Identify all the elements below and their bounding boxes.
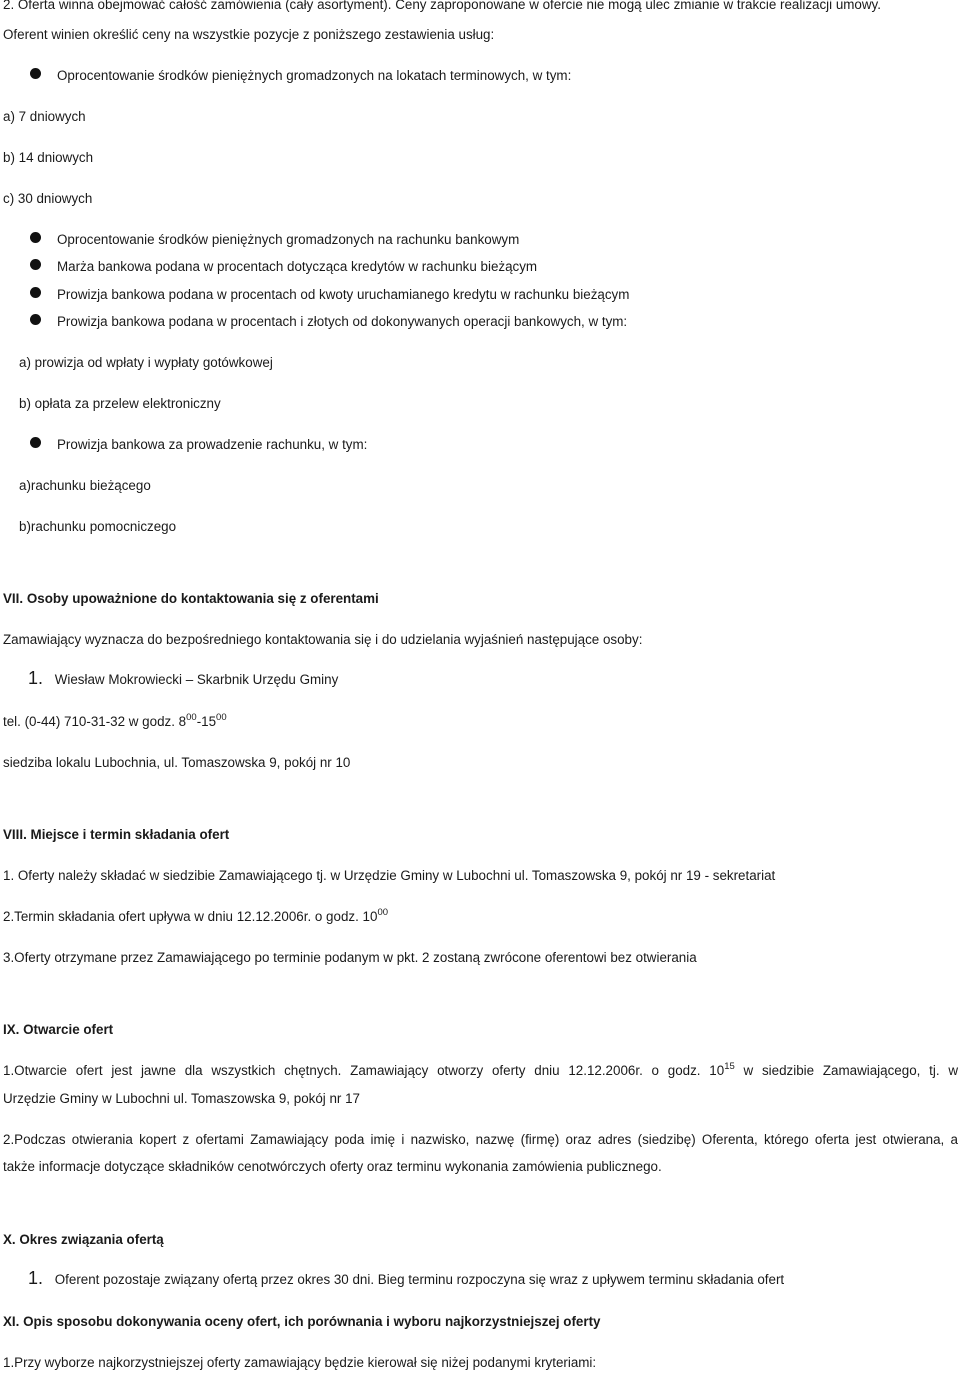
section-8-paragraph-3: 3.Oferty otrzymane przez Zamawiającego po terminie podanym w pkt. 2 zostaną zwrócone oferentowi bez otwierania (3, 950, 697, 965)
intro-line-2: Oferent winien określić ceny na wszystkie pozycje z poniższego zestawienia usług: (3, 27, 495, 42)
section-9-paragraph-2: 2.Podczas otwierania kopert z ofertami Zamawiający poda imię i nazwisko, nazwę (firmę) oraz adres (siedzibę) Oferenta, którego oferta jest otwierana, a (3, 1132, 958, 1147)
contact-phone (3, 714, 227, 732)
account-item: a)rachunku bieżącego (19, 478, 151, 493)
hours-to-superscript: 00 (216, 712, 227, 723)
contact-person (28, 670, 338, 688)
section-11-heading: XI. Opis sposobu dokonywania oceny ofert, ich porównania i wyboru najkorzystniejszej oferty (3, 1314, 601, 1329)
hours-from-superscript: 00 (186, 712, 197, 723)
bullet-item: Marża bankowa podana w procentach dotycząca kredytów w rachunku bieżącym (57, 259, 538, 274)
bullet-item: Prowizja bankowa podana w procentach i złotych od dokonywanych operacji bankowych, w tym: (57, 314, 628, 329)
intro-line-1: 2. Oferta winna obejmować całość zamówienia (cały asortyment). Ceny zaproponowane w ofercie nie mogą ulec zmianie w trakcie realizacji umowy. (3, 0, 881, 12)
operation-item: a) prowizja od wpłaty i wypłaty gotówkowej (19, 355, 273, 370)
bullet-icon (30, 68, 41, 79)
deposit-term-7: a) 7 dniowych (3, 109, 86, 124)
bullet-icon (30, 232, 41, 243)
section-7-intro: Zamawiający wyznacza do bezpośredniego kontaktowania się i do udzielania wyjaśnień następujące osoby: (3, 632, 643, 647)
section-9-paragraph-1-line-2: Urzędzie Gminy w Lubochni ul. Tomaszowska 9, pokój nr 17 (3, 1091, 361, 1106)
binding-period (28, 1270, 784, 1288)
binding-text: Oferent pozostaje związany ofertą przez okres 30 dni. Bieg terminu rozpoczyna się wraz z upływem terminu składania ofert (54, 1272, 785, 1287)
binding-number: 1. (28, 1268, 44, 1288)
account-fee-item: Prowizja bankowa za prowadzenie rachunku, w tym: (57, 437, 368, 452)
hours-separator: -15 (196, 714, 217, 729)
bullet-item: Oprocentowanie środków pieniężnych gromadzonych na rachunku bankowym (57, 232, 520, 247)
opening-text: 1.Otwarcie ofert jest jawne dla wszystkich chętnych. Zamawiający otworzy oferty dniu 12.12.2006r. o godz. 10 (3, 1063, 725, 1078)
bullet-icon (30, 287, 41, 298)
account-item: b)rachunku pomocniczego (19, 519, 177, 534)
deposits-item: Oprocentowanie środków pieniężnych gromadzonych na lokatach terminowych, w tym: (57, 68, 572, 83)
deposit-term-14: b) 14 dniowych (3, 150, 94, 165)
bullet-item: Prowizja bankowa podana w procentach od kwoty uruchamianego kredytu w rachunku bieżącym (57, 287, 630, 302)
contact-location: siedziba lokalu Lubochnia, ul. Tomaszowska 9, pokój nr 10 (3, 755, 351, 770)
bullet-icon (30, 314, 41, 325)
section-9-paragraph-1 (3, 1063, 958, 1081)
deadline-superscript: 00 (377, 907, 389, 918)
deposit-term-30: c) 30 dniowych (3, 191, 93, 206)
opening-superscript: 15 (724, 1061, 735, 1072)
operation-item: b) opłata za przelew elektroniczny (19, 396, 221, 411)
contact-number: 1. (28, 668, 44, 688)
phone-prefix: tel. (0-44) 710-31-32 w godz. 8 (3, 714, 187, 729)
section-11-paragraph-1: 1.Przy wyborze najkorzystniejszej oferty zamawiający będzie kierował się niżej podanymi kryteriami: (3, 1355, 597, 1370)
section-9-paragraph-2-line-2: także informacje dotyczące składników cenotwórczych oferty oraz terminu wykonania zamówienia publicznego. (3, 1159, 662, 1174)
section-8-paragraph-1: 1. Oferty należy składać w siedzibie Zamawiającego tj. w Urzędzie Gminy w Lubochni ul. Tomaszowska 9, pokój nr 19 - sekretariat (3, 868, 776, 883)
section-7-title: Osoby upoważnione do kontaktowania się z oferentami (26, 591, 379, 606)
contact-name: Wiesław Mokrowiecki – Skarbnik Urzędu Gminy (54, 672, 339, 687)
section-7-heading (3, 591, 379, 607)
bullet-icon (30, 259, 41, 270)
bullet-icon (30, 437, 41, 448)
section-7-number: VII. (3, 591, 24, 606)
section-8-paragraph-2 (3, 909, 388, 927)
opening-text-end: w siedzibie Zamawiającego, tj. w (734, 1063, 958, 1078)
section-10-heading: X. Okres związania ofertą (3, 1232, 164, 1247)
section-9-heading: IX. Otwarcie ofert (3, 1022, 114, 1037)
section-8-heading: VIII. Miejsce i termin składania ofert (3, 827, 230, 842)
deadline-text: 2.Termin składania ofert upływa w dniu 12.12.2006r. o godz. 10 (3, 909, 378, 924)
